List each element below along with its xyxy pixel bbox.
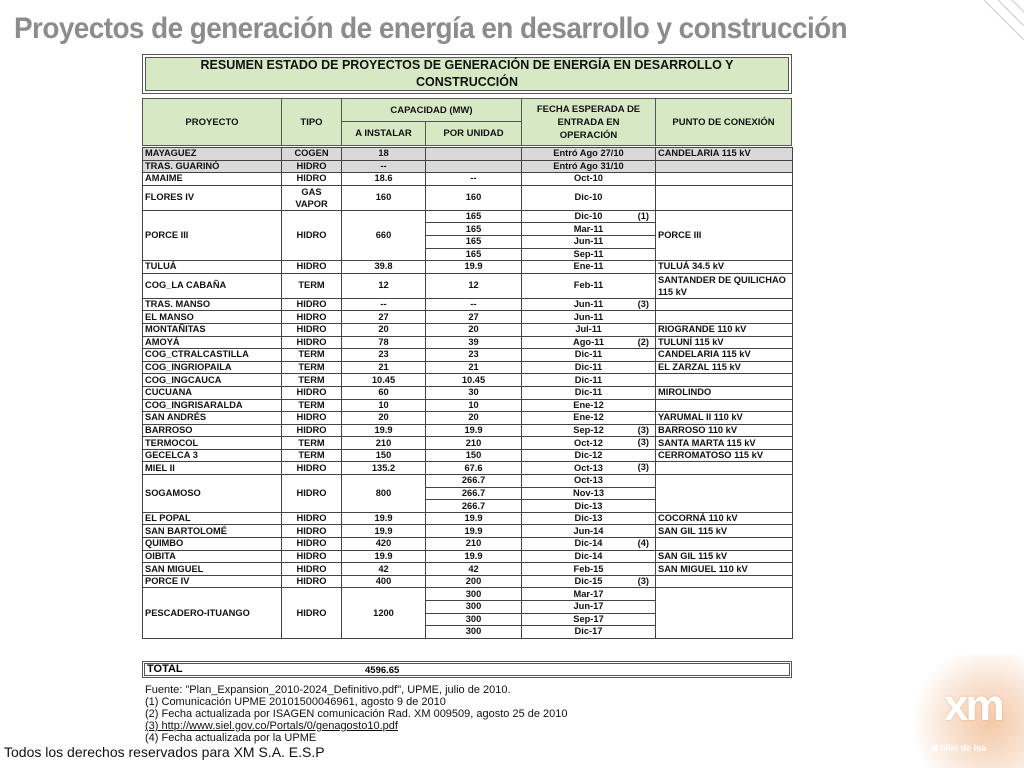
cell-punto-conexion <box>656 374 793 387</box>
footnote-marker: (3) <box>637 462 649 473</box>
cell-fecha <box>522 613 656 626</box>
cell-fecha <box>522 273 656 298</box>
cell-a-instalar: 20 <box>342 323 426 336</box>
cell-punto-conexion: MIROLINDO <box>656 386 793 399</box>
cell-tipo: TERM <box>282 449 342 462</box>
cell-a-instalar: 12 <box>342 273 426 298</box>
cell-por-unidad: 19.9 <box>426 550 522 563</box>
total-label: TOTAL <box>147 663 183 675</box>
cell-fecha <box>522 311 656 324</box>
cell-punto-conexion: CANDELARIA 115 kV <box>656 148 793 161</box>
cell-por-unidad: 21 <box>426 361 522 374</box>
table-row <box>143 424 793 437</box>
cell-fecha <box>522 487 656 500</box>
cell-punto-conexion: SAN MIGUEL 110 kV <box>656 563 793 576</box>
cell-fecha <box>522 173 656 186</box>
cell-tipo: TERM <box>282 361 342 374</box>
cell-punto-conexion <box>656 173 793 186</box>
footnote-marker: (3) <box>637 298 649 309</box>
cell-punto-conexion: SANTA MARTA 115 kV <box>656 437 793 450</box>
fecha-value: Oct-12 <box>574 437 603 448</box>
cell-por-unidad: 20 <box>426 412 522 425</box>
cell-tipo: TERM <box>282 374 342 387</box>
corner-decoration <box>964 0 1024 60</box>
cell-por-unidad: 10.45 <box>426 374 522 387</box>
cell-fecha <box>522 588 656 601</box>
fecha-value: Jun-11 <box>573 299 604 310</box>
table-row <box>143 512 793 525</box>
cell-a-instalar: 10.45 <box>342 374 426 387</box>
table-row <box>143 349 793 362</box>
cell-por-unidad: 12 <box>426 273 522 298</box>
cell-punto-conexion <box>656 399 793 412</box>
cell-fecha <box>522 323 656 336</box>
cell-tipo: HIDRO <box>282 525 342 538</box>
header-tipo: TIPO <box>281 98 342 146</box>
cell-por-unidad: 10 <box>426 399 522 412</box>
table-row <box>143 261 793 274</box>
cell-punto-conexion: TULUÁ 34.5 kV <box>656 261 793 274</box>
summary-title: RESUMEN ESTADO DE PROYECTOS DE GENERACIÓN DE ENERGÍA EN DESARROLLO Y CONSTRUCCIÓN <box>142 54 792 94</box>
cell-tipo: HIDRO <box>282 160 342 173</box>
table-row <box>143 386 793 399</box>
cell-a-instalar: 150 <box>342 449 426 462</box>
cell-tipo: HIDRO <box>282 210 342 260</box>
cell-por-unidad: -- <box>426 173 522 186</box>
cell-tipo: HIDRO <box>282 298 342 311</box>
header-capacidad: CAPACIDAD (MW) <box>341 98 522 122</box>
cell-a-instalar: 160 <box>342 185 426 210</box>
cell-punto-conexion: COCORNÁ 110 kV <box>656 512 793 525</box>
cell-punto-conexion: SAN GIL 115 kV <box>656 550 793 563</box>
cell-fecha <box>522 298 656 311</box>
cell-a-instalar: 18 <box>342 148 426 161</box>
cell-proyecto: PORCE III <box>143 210 282 260</box>
table-row <box>143 525 793 538</box>
cell-a-instalar: 78 <box>342 336 426 349</box>
header-a-instalar: A INSTALAR <box>341 121 426 146</box>
cell-por-unidad: 266.7 <box>426 487 522 500</box>
footnotes <box>145 684 568 744</box>
header-proyecto: PROYECTO <box>142 98 282 146</box>
cell-fecha <box>522 412 656 425</box>
table-row <box>143 361 793 374</box>
table-row <box>143 437 793 450</box>
cell-a-instalar: 19.9 <box>342 550 426 563</box>
cell-por-unidad: 39 <box>426 336 522 349</box>
cell-fecha <box>522 185 656 210</box>
cell-a-instalar: 400 <box>342 575 426 588</box>
cell-tipo: HIDRO <box>282 512 342 525</box>
table-row <box>143 273 793 298</box>
cell-proyecto: MAYAGUEZ <box>143 148 282 161</box>
cell-tipo: HIDRO <box>282 323 342 336</box>
cell-por-unidad: 165 <box>426 248 522 261</box>
cell-por-unidad: 160 <box>426 185 522 210</box>
cell-por-unidad: 19.9 <box>426 424 522 437</box>
fecha-value: Dic-14 <box>574 550 603 561</box>
cell-por-unidad: 300 <box>426 626 522 639</box>
footnote-marker: (1) <box>637 210 649 221</box>
footnote-marker: (3) <box>637 575 649 586</box>
cell-punto-conexion: TULUNÍ 115 kV <box>656 336 793 349</box>
cell-por-unidad: 67.6 <box>426 462 522 475</box>
cell-tipo: HIDRO <box>282 311 342 324</box>
cell-fecha <box>522 336 656 349</box>
fecha-value: Dic-11 <box>574 387 603 398</box>
table-row <box>143 399 793 412</box>
cell-fecha <box>522 349 656 362</box>
cell-punto-conexion: SAN GIL 115 kV <box>656 525 793 538</box>
table-row <box>143 210 793 223</box>
cell-tipo: TERM <box>282 273 342 298</box>
cell-fecha <box>522 399 656 412</box>
header-por-unidad: POR UNIDAD <box>425 121 522 146</box>
cell-por-unidad: 150 <box>426 449 522 462</box>
fecha-value: Feb-11 <box>573 280 604 291</box>
cell-punto-conexion: RIOGRANDE 110 kV <box>656 323 793 336</box>
cell-proyecto: MONTAÑITAS <box>143 323 282 336</box>
cell-punto-conexion <box>656 588 793 638</box>
cell-por-unidad: 19.9 <box>426 512 522 525</box>
cell-punto-conexion <box>656 538 793 551</box>
cell-proyecto: MIEL II <box>143 462 282 475</box>
table-row <box>143 575 793 588</box>
cell-fecha <box>522 361 656 374</box>
fecha-value: Entró Ago 27/10 <box>553 148 624 159</box>
cell-tipo: TERM <box>282 437 342 450</box>
table-row <box>143 449 793 462</box>
fecha-value: Entró Ago 31/10 <box>553 160 624 171</box>
logo-wordmark: xm <box>944 681 1002 730</box>
table-row <box>143 173 793 186</box>
cell-fecha <box>522 210 656 223</box>
total-value: 4596.65 <box>365 665 400 676</box>
fecha-value: Mar-17 <box>573 588 604 599</box>
cell-proyecto: SAN MIGUEL <box>143 563 282 576</box>
table-row <box>143 298 793 311</box>
header-punto-conexion: PUNTO DE CONEXIÓN <box>655 98 792 146</box>
page-title: Proyectos de generación de energía en desarrollo y construcción <box>14 12 848 45</box>
cell-punto-conexion: EL ZARZAL 115 kV <box>656 361 793 374</box>
cell-por-unidad: 19.9 <box>426 525 522 538</box>
cell-a-instalar: -- <box>342 298 426 311</box>
cell-fecha <box>522 223 656 236</box>
cell-fecha <box>522 563 656 576</box>
cell-proyecto: SOGAMOSO <box>143 475 282 513</box>
cell-a-instalar: 23 <box>342 349 426 362</box>
cell-a-instalar: 42 <box>342 563 426 576</box>
footnote-marker: (2) <box>637 336 649 347</box>
cell-fecha <box>522 601 656 614</box>
cell-por-unidad: 300 <box>426 588 522 601</box>
projects-table <box>142 147 793 639</box>
fecha-value: Nov-13 <box>572 487 604 498</box>
cell-proyecto: PORCE IV <box>143 575 282 588</box>
cell-proyecto: GECELCA 3 <box>143 449 282 462</box>
footnote-marker: (3) <box>637 437 649 448</box>
cell-fecha <box>522 475 656 488</box>
cell-a-instalar: 18.6 <box>342 173 426 186</box>
cell-fecha <box>522 550 656 563</box>
fecha-value: Ene-12 <box>573 412 604 423</box>
cell-a-instalar: 27 <box>342 311 426 324</box>
cell-a-instalar: 1200 <box>342 588 426 638</box>
cell-proyecto: TERMOCOL <box>143 437 282 450</box>
cell-por-unidad: 30 <box>426 386 522 399</box>
cell-tipo: HIDRO <box>282 412 342 425</box>
cell-fecha <box>522 462 656 475</box>
fecha-value: Feb-15 <box>573 563 604 574</box>
cell-por-unidad <box>426 148 522 161</box>
cell-fecha <box>522 575 656 588</box>
cell-tipo: HIDRO <box>282 550 342 563</box>
cell-fecha <box>522 424 656 437</box>
cell-tipo: HIDRO <box>282 588 342 638</box>
cell-punto-conexion: PORCE III <box>656 210 793 260</box>
total-row <box>142 661 792 678</box>
fecha-value: Dic-11 <box>574 349 603 360</box>
table-row <box>143 185 793 210</box>
table-row <box>143 311 793 324</box>
fecha-value: Ene-11 <box>573 261 604 272</box>
cell-proyecto: TRAS. MANSO <box>143 298 282 311</box>
cell-a-instalar: 800 <box>342 475 426 513</box>
fecha-value: Jun-17 <box>573 601 604 612</box>
cell-proyecto: COG_INGRISARALDA <box>143 399 282 412</box>
cell-por-unidad: 165 <box>426 235 522 248</box>
cell-proyecto: COG_LA CABAÑA <box>143 273 282 298</box>
cell-proyecto: QUIMBO <box>143 538 282 551</box>
table-row <box>143 412 793 425</box>
cell-a-instalar: 39.8 <box>342 261 426 274</box>
cell-tipo: TERM <box>282 399 342 412</box>
fecha-value: Mar-11 <box>573 223 604 234</box>
cell-por-unidad: 19.9 <box>426 261 522 274</box>
fecha-value: Dic-13 <box>574 500 603 511</box>
cell-punto-conexion: BARROSO 110 kV <box>656 424 793 437</box>
cell-fecha <box>522 374 656 387</box>
cell-punto-conexion <box>656 575 793 588</box>
fecha-value: Ene-12 <box>573 399 604 410</box>
table-row <box>143 336 793 349</box>
cell-tipo: HIDRO <box>282 462 342 475</box>
fecha-value: Dic-10 <box>574 192 603 203</box>
cell-por-unidad <box>426 160 522 173</box>
cell-tipo: HIDRO <box>282 475 342 513</box>
cell-fecha <box>522 148 656 161</box>
fecha-value: Jun-11 <box>573 236 604 247</box>
fecha-value: Dic-14 <box>574 538 603 549</box>
cell-a-instalar: 660 <box>342 210 426 260</box>
fecha-value: Ago-11 <box>573 336 604 347</box>
cell-punto-conexion: YARUMAL II 110 kV <box>656 412 793 425</box>
cell-fecha <box>522 386 656 399</box>
cell-por-unidad: 200 <box>426 575 522 588</box>
footnote-1: (1) Comunicación UPME 20101500046961, agosto 9 de 2010 <box>145 696 446 708</box>
cell-proyecto: BARROSO <box>143 424 282 437</box>
cell-a-instalar: 210 <box>342 437 426 450</box>
fecha-value: Jul-11 <box>575 324 602 335</box>
cell-proyecto: EL POPAL <box>143 512 282 525</box>
cell-por-unidad: 210 <box>426 437 522 450</box>
cell-fecha <box>522 512 656 525</box>
cell-fecha <box>522 160 656 173</box>
cell-proyecto: TULUÁ <box>143 261 282 274</box>
fecha-value: Dic-12 <box>574 450 603 461</box>
fecha-value: Oct-10 <box>574 173 603 184</box>
cell-a-instalar: 21 <box>342 361 426 374</box>
cell-tipo: HIDRO <box>282 563 342 576</box>
cell-a-instalar: 19.9 <box>342 424 426 437</box>
cell-proyecto: EL MANSO <box>143 311 282 324</box>
cell-tipo: GAS VAPOR <box>282 185 342 210</box>
cell-proyecto: FLORES IV <box>143 185 282 210</box>
cell-fecha <box>522 261 656 274</box>
cell-punto-conexion <box>656 185 793 210</box>
xm-logo <box>910 655 1024 768</box>
cell-tipo: HIDRO <box>282 173 342 186</box>
cell-por-unidad: 266.7 <box>426 500 522 513</box>
cell-tipo: HIDRO <box>282 424 342 437</box>
cell-a-instalar: 60 <box>342 386 426 399</box>
table-row <box>143 538 793 551</box>
cell-punto-conexion: CERROMATOSO 115 kV <box>656 449 793 462</box>
footnote-2: (2) Fecha actualizada por ISAGEN comunicación Rad. XM 009509, agosto 25 de 2010 <box>145 708 568 720</box>
logo-square-icon <box>932 745 938 751</box>
cell-tipo: HIDRO <box>282 386 342 399</box>
cell-fecha <box>522 538 656 551</box>
cell-por-unidad: 42 <box>426 563 522 576</box>
fecha-value: Dic-10 <box>574 211 603 222</box>
cell-por-unidad: 23 <box>426 349 522 362</box>
cell-proyecto: OIBITA <box>143 550 282 563</box>
cell-proyecto: AMOYÁ <box>143 336 282 349</box>
cell-por-unidad: 20 <box>426 323 522 336</box>
cell-punto-conexion: SANTANDER DE QUILICHAO 115 kV <box>656 273 793 298</box>
fecha-value: Dic-11 <box>574 374 603 385</box>
footnote-marker: (4) <box>637 538 649 549</box>
cell-tipo: HIDRO <box>282 575 342 588</box>
fecha-value: Dic-17 <box>574 626 603 637</box>
fecha-value: Dic-15 <box>574 576 603 587</box>
cell-proyecto: PESCADERO-ITUANGO <box>143 588 282 638</box>
cell-tipo: HIDRO <box>282 538 342 551</box>
cell-tipo: HIDRO <box>282 261 342 274</box>
cell-fecha <box>522 500 656 513</box>
cell-fecha <box>522 449 656 462</box>
table-row <box>143 588 793 601</box>
cell-proyecto: SAN BARTOLOMÉ <box>143 525 282 538</box>
cell-fecha <box>522 626 656 639</box>
table-row <box>143 550 793 563</box>
fecha-value: Jun-14 <box>573 525 604 536</box>
cell-a-instalar: 135.2 <box>342 462 426 475</box>
cell-fecha <box>522 248 656 261</box>
cell-por-unidad: 27 <box>426 311 522 324</box>
fecha-value: Sep-11 <box>573 248 604 259</box>
cell-tipo: HIDRO <box>282 336 342 349</box>
cell-fecha <box>522 437 656 450</box>
cell-proyecto: AMAIME <box>143 173 282 186</box>
cell-por-unidad: -- <box>426 298 522 311</box>
footnote-3-link[interactable]: (3) http://www.siel.gov.co/Portals/0/genagosto10.pdf <box>145 720 398 732</box>
table-row <box>143 475 793 488</box>
table-row <box>143 160 793 173</box>
copyright-text: Todos los derechos reservados para XM S.A. E.S.P <box>4 744 325 760</box>
table-row <box>143 563 793 576</box>
cell-por-unidad: 300 <box>426 601 522 614</box>
fecha-value: Oct-13 <box>574 462 603 473</box>
cell-por-unidad: 210 <box>426 538 522 551</box>
cell-a-instalar: 19.9 <box>342 512 426 525</box>
fecha-value: Sep-12 <box>573 424 604 435</box>
cell-fecha <box>522 235 656 248</box>
cell-a-instalar: 20 <box>342 412 426 425</box>
cell-proyecto: TRAS. GUARINÓ <box>143 160 282 173</box>
header-fecha: FECHA ESPERADA DE ENTRADA EN OPERACIÓN <box>521 98 656 146</box>
fecha-value: Jun-11 <box>573 311 604 322</box>
cell-proyecto: COG_INGRIOPAILA <box>143 361 282 374</box>
fecha-value: Dic-11 <box>574 362 603 373</box>
footnote-source: Fuente: "Plan_Expansion_2010-2024_Definitivo.pdf", UPME, julio de 2010. <box>145 684 511 696</box>
cell-punto-conexion <box>656 311 793 324</box>
cell-fecha <box>522 525 656 538</box>
fecha-value: Dic-13 <box>574 513 603 524</box>
cell-por-unidad: 165 <box>426 210 522 223</box>
cell-a-instalar: 420 <box>342 538 426 551</box>
table-row <box>143 374 793 387</box>
cell-tipo: COGEN <box>282 148 342 161</box>
table-row <box>143 148 793 161</box>
table-row <box>143 323 793 336</box>
cell-proyecto: COG_INGCAUCA <box>143 374 282 387</box>
fecha-value: Oct-13 <box>574 475 603 486</box>
cell-punto-conexion <box>656 475 793 513</box>
footnote-marker: (3) <box>637 424 649 435</box>
footnote-4: (4) Fecha actualizada por la UPME <box>145 732 317 744</box>
cell-punto-conexion <box>656 462 793 475</box>
cell-punto-conexion <box>656 160 793 173</box>
cell-a-instalar: 19.9 <box>342 525 426 538</box>
cell-a-instalar: 10 <box>342 399 426 412</box>
cell-por-unidad: 165 <box>426 223 522 236</box>
cell-proyecto: SAN ANDRÉS <box>143 412 282 425</box>
cell-punto-conexion <box>656 298 793 311</box>
cell-por-unidad: 266.7 <box>426 475 522 488</box>
cell-tipo: TERM <box>282 349 342 362</box>
logo-subtitle: filial de isa <box>940 743 987 753</box>
cell-proyecto: COG_CTRALCASTILLA <box>143 349 282 362</box>
cell-proyecto: CUCUANA <box>143 386 282 399</box>
table-row <box>143 462 793 475</box>
fecha-value: Sep-17 <box>573 613 604 624</box>
cell-por-unidad: 300 <box>426 613 522 626</box>
cell-punto-conexion: CANDELARIA 115 kV <box>656 349 793 362</box>
cell-a-instalar: -- <box>342 160 426 173</box>
